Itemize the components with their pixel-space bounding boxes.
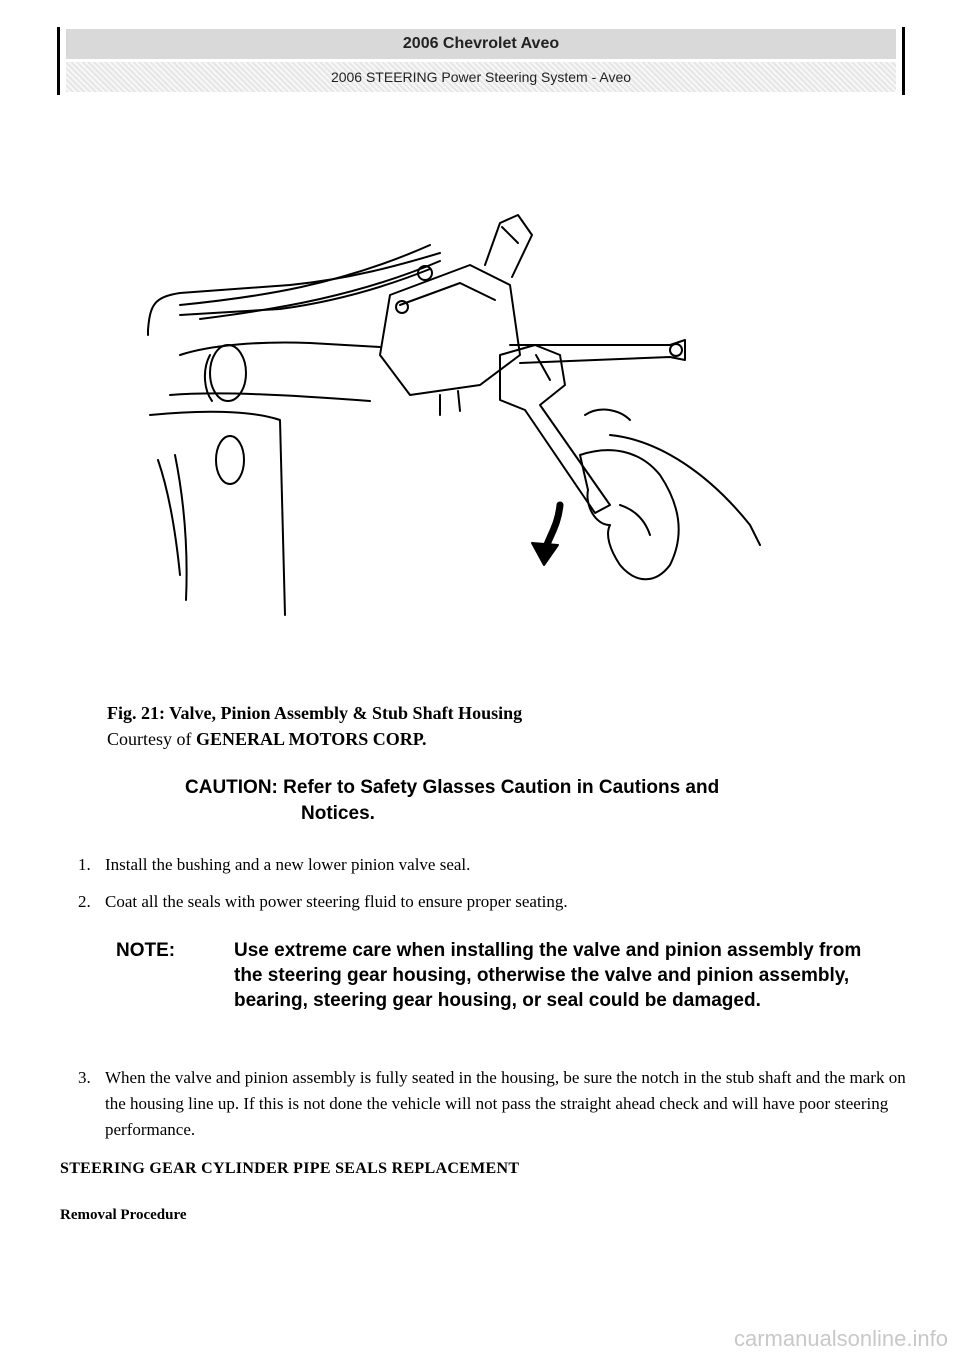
step-text: Install the bushing and a new lower pinion valve seal.	[105, 855, 471, 874]
pipe	[180, 245, 430, 305]
section-heading: STEERING GEAR CYLINDER PIPE SEALS REPLACEMENT	[60, 1160, 520, 1177]
page-header	[57, 27, 905, 95]
figure-courtesy	[107, 726, 522, 752]
caution-line-1: CAUTION: Refer to Safety Glasses Caution in Cautions and	[185, 777, 720, 798]
wrench	[500, 345, 610, 513]
step-text: When the valve and pinion assembly is fully seated in the housing, be sure the notch in the stub shaft and the mark on the housing line up. If this is not done the vehicle will not pass the straight ahead check and will have poor steering performance.	[105, 1068, 906, 1139]
mount-bracket	[150, 412, 285, 615]
watermark: carmanualsonline.info	[733, 1326, 948, 1351]
step-number: 1.	[78, 855, 91, 874]
pinion-shaft	[510, 340, 685, 363]
steps-list-b	[78, 1065, 908, 1143]
list-item	[78, 889, 908, 915]
section-subheading: Removal Procedure	[60, 1207, 187, 1223]
step-number: 2.	[78, 892, 91, 911]
caution-line-2: Notices.	[301, 803, 375, 824]
list-item	[78, 1065, 908, 1143]
courtesy-name: GENERAL MOTORS CORP.	[196, 729, 427, 749]
frame-outline	[148, 253, 440, 330]
figure-caption	[107, 700, 522, 752]
stub-shaft	[485, 215, 532, 277]
note-label: NOTE:	[116, 940, 176, 961]
note-box	[116, 938, 886, 1013]
courtesy-prefix: Courtesy of	[107, 729, 196, 749]
figure-caption-title: Fig. 21: Valve, Pinion Assembly & Stub Shaft Housing	[107, 703, 523, 723]
list-item	[78, 852, 908, 878]
step-text: Coat all the seals with power steering fluid to ensure proper seating.	[105, 892, 568, 911]
steps-list-a	[78, 852, 908, 915]
figure-illustration	[140, 205, 780, 635]
housing-tube	[180, 343, 380, 356]
note-text: Use extreme care when installing the valve and pinion assembly from the steering gear housing, otherwise the valve and pinion assembly, bearing, steering gear housing, or seal could be damaged.	[234, 940, 862, 1011]
caution-box	[185, 775, 845, 827]
document-title: 2006 Chevrolet Aveo	[66, 29, 896, 59]
hand	[580, 450, 679, 579]
step-number: 3.	[78, 1068, 91, 1087]
document-subtitle: 2006 STEERING Power Steering System - Aveo	[66, 62, 896, 92]
